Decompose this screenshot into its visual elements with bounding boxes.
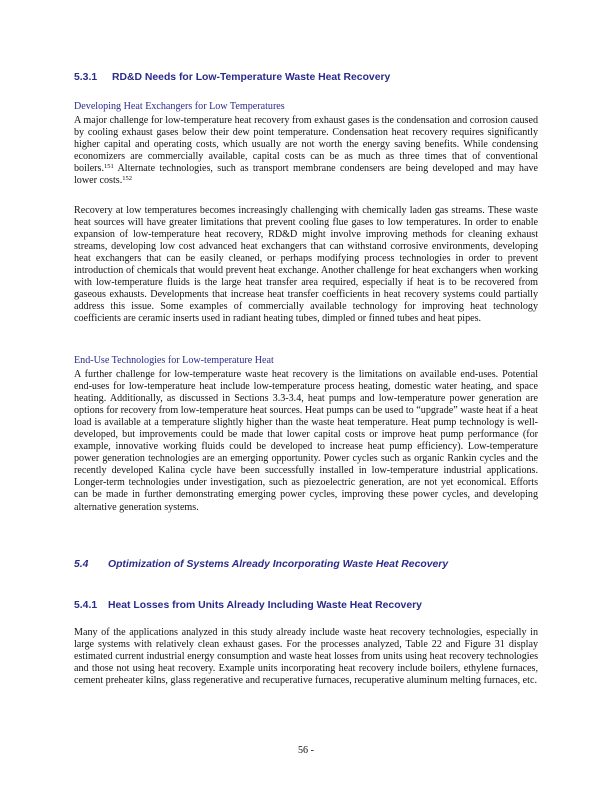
paragraph-text: A major challenge for low-temperature heat recovery from exhaust gases is the condensation and corrosion caused by cooling exhaust gases below their dew point temperature. Condensation heat recovery requires significantly higher capital and operating costs, which usually are not worth the energy saving benefits. While condensing economizers are commercially available, capital costs can be as much as three times that of conventional boilers.	[74, 115, 538, 175]
section-number: 5.4	[74, 559, 89, 570]
footnote-ref: 151	[104, 163, 114, 171]
section-heading-5-4	[74, 559, 448, 570]
section-number: 5.4.1	[74, 600, 98, 611]
section-number: 5.3.1	[74, 72, 98, 83]
section-title: RD&D Needs for Low-Temperature Waste Heat Recovery	[112, 72, 391, 83]
subheading-heat-exchangers: Developing Heat Exchangers for Low Temperatures	[74, 101, 285, 112]
page-number: 56 -	[298, 745, 314, 756]
subheading-end-use-technologies: End-Use Technologies for Low-temperature Heat	[74, 355, 274, 366]
paragraph-heat-losses: Many of the applications analyzed in this study already include waste heat recovery technologies, especially in large systems with relatively clean exhaust gases. For the processes analyzed, Table 22 and Figure 31 display estimated current industrial energy consumption and waste heat losses from units using heat recovery technologies and those not using heat recovery. Example units incorporating heat recovery include boilers, ethylene furnaces, cement preheater kilns, glass regenerative and recuperative furnaces, recuperative aluminum melting furnaces, etc.	[74, 627, 538, 687]
section-title: Optimization of Systems Already Incorporating Waste Heat Recovery	[108, 559, 449, 570]
section-heading-5-4-1	[74, 600, 422, 611]
footnote-ref: 152	[122, 175, 132, 183]
paragraph-text: Alternate technologies, such as transport membrane condensers are being developed and may have lower costs.	[74, 163, 538, 187]
section-heading-5-3-1	[74, 72, 390, 83]
paragraph-end-uses: A further challenge for low-temperature waste heat recovery is the limitations on available end-uses. Potential end-uses for low-temperature heat include low-temperature process heating, domestic water heating, and space heating. Additionally, as discussed in Sections 3.3-3.4, heat pumps and low-temperature power generation are options for recovery from low-temperature heat sources. Heat pumps can be used to “upgrade” waste heat if a heat load is available at a temperature slightly higher than the waste heat temperature. Heat pump technology is well-developed, but improvements could be made that lower capital costs or improve heat pump performance (for example, innovative working fluids could be developed to increase heat pump efficiency). Low-temperature power generation technologies are an emerging opportunity. Power cycles such as organic Rankin cycles and the recently developed Kalina cycle have been successfully installed in low-temperature industrial applications. Longer-term technologies under investigation, such as piezoelectric generation, are not yet economical. Efforts can be made in further demonstrating emerging power cycles, improving these power cycles, and developing alternative generation systems.	[74, 369, 538, 513]
paragraph-condensation	[74, 115, 538, 187]
section-title: Heat Losses from Units Already Including Waste Heat Recovery	[108, 600, 422, 611]
paragraph-chemically-laden-streams: Recovery at low temperatures becomes increasingly challenging with chemically laden gas streams. These waste heat sources will have greater limitations that prevent cooling flue gases to low temperatures. In order to enable expansion of low-temperature heat recovery, RD&D might involve improving methods for cleaning exhaust streams, developing low cost advanced heat exchangers that can withstand corrosive environments, developing heat exchangers that can be easily cleaned, or perhaps modifying process technologies in order to prevent introduction of chemicals that would prevent heat exchange. Another challenge for heat exchangers when working with low-temperature fluids is the large heat transfer area required, especially if heat is to be recovered from gaseous exhausts. Developments that increase heat transfer coefficients in heat recovery systems could partially address this issue. Some examples of commercially available technology for improving heat technology coefficients are ceramic inserts used in radiant heating tubes, dimpled or finned tubes and heat pipes.	[74, 205, 538, 325]
